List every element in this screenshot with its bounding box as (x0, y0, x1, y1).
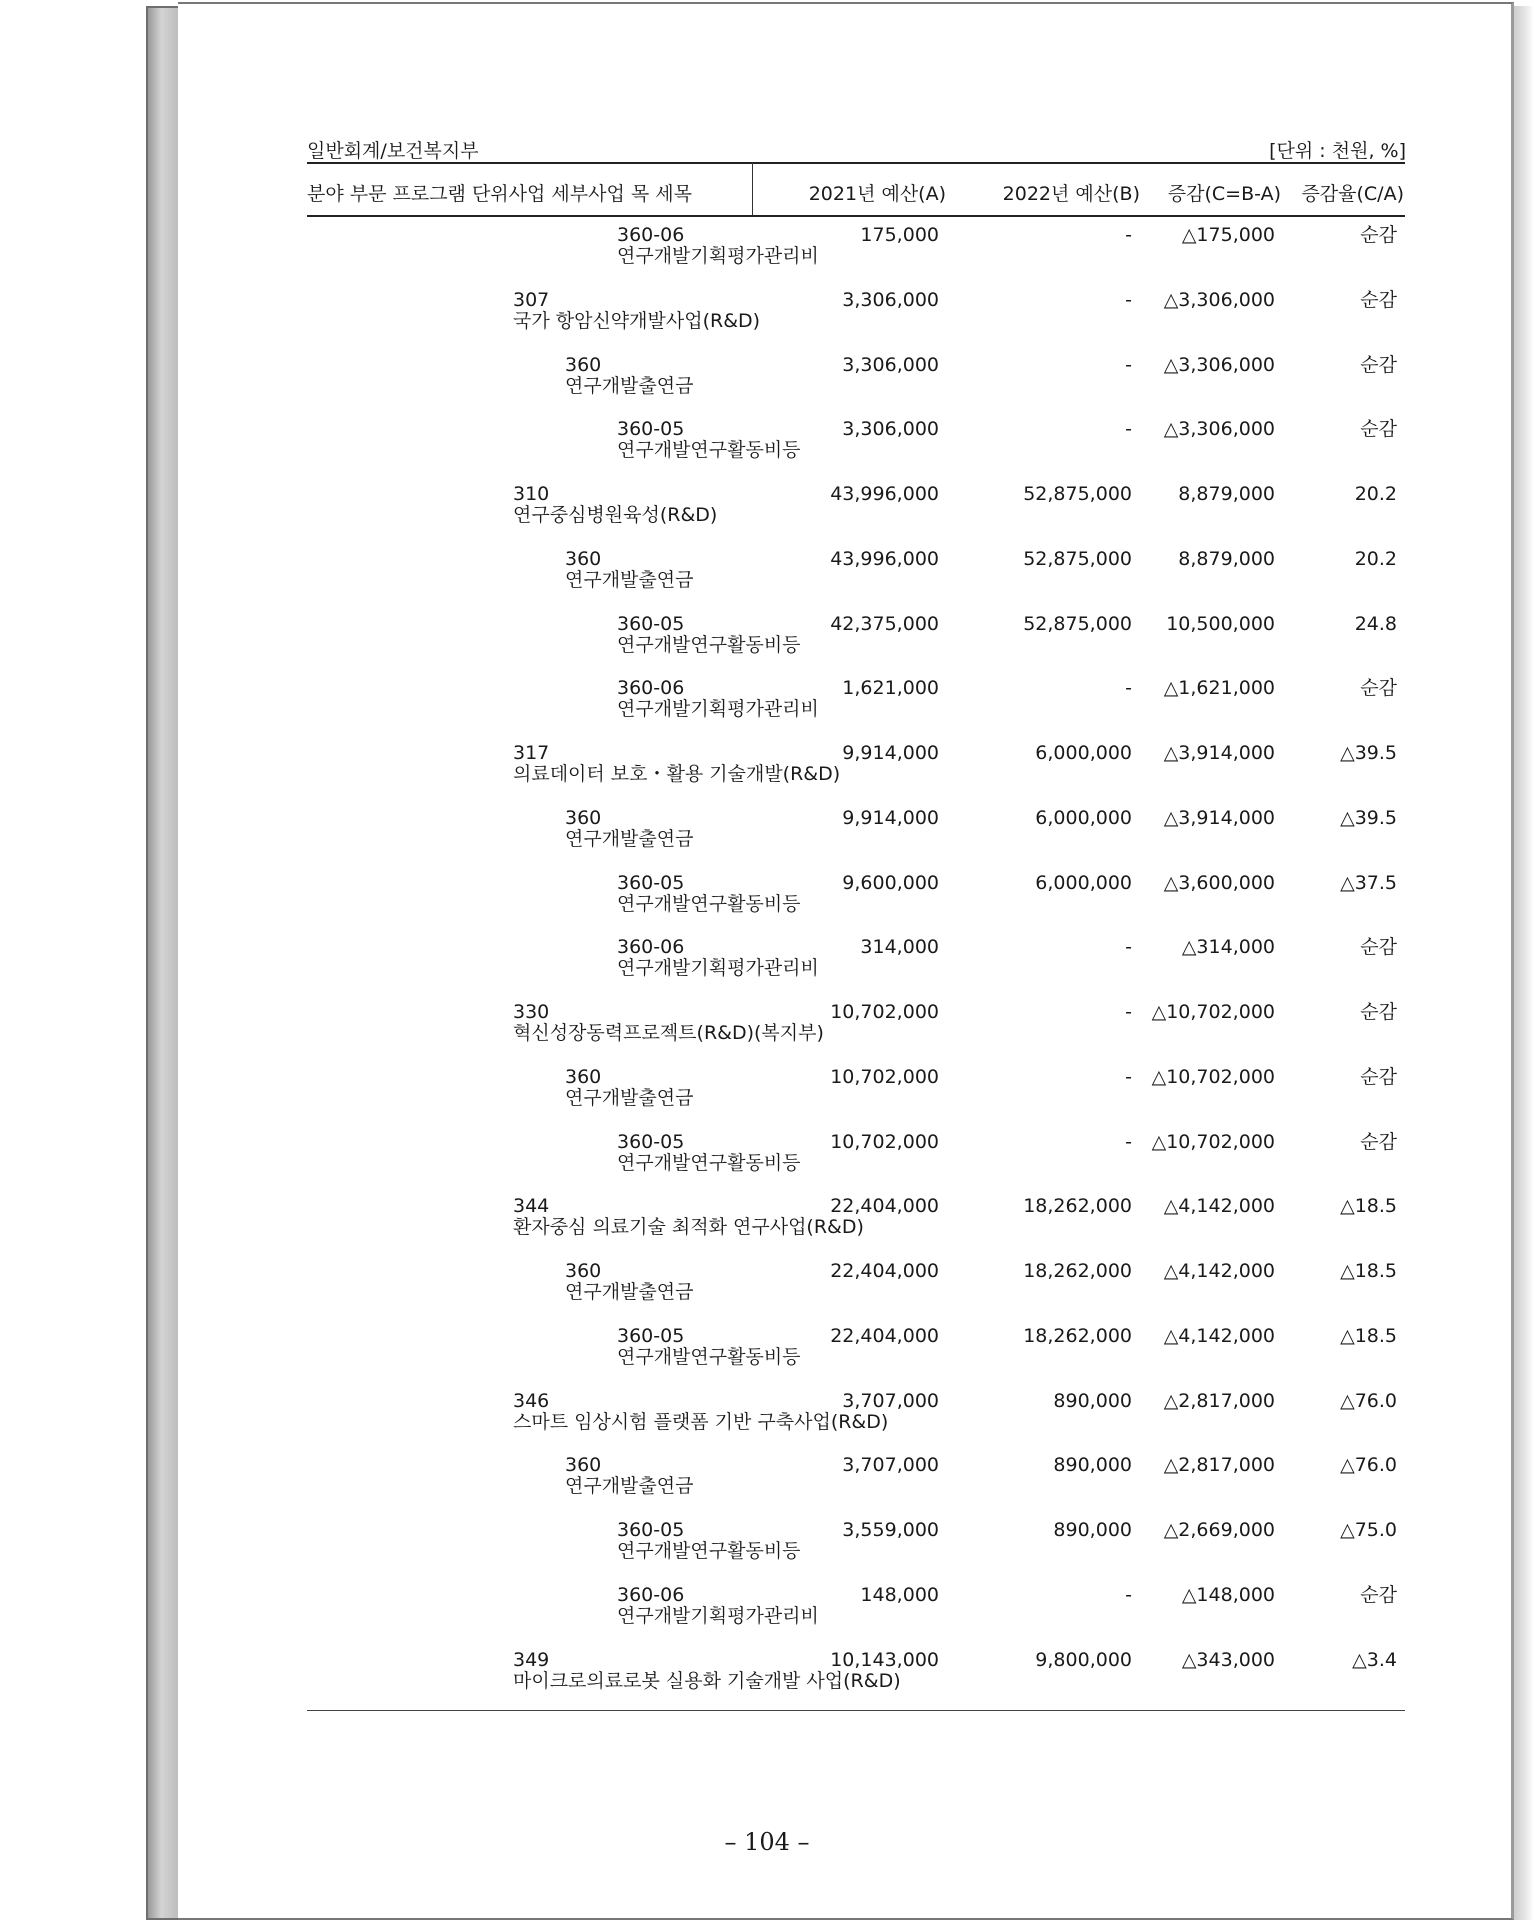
change-value: △3,600,000 (1163, 871, 1275, 894)
table-row (0, 549, 1534, 614)
item-code: 360-05 (617, 1130, 685, 1153)
budget-2022: - (1125, 936, 1132, 959)
item-label: 국가 항암신약개발사업(R&D) (513, 309, 761, 332)
budget-table-body (0, 225, 1534, 1714)
column-header-change: 증감(C=B-A) (1167, 183, 1281, 205)
item-label: 연구개발연구활동비등 (617, 892, 801, 915)
change-rate: △18.5 (1340, 1324, 1397, 1347)
budget-2021: 3,707,000 (842, 1454, 939, 1477)
budget-2022: - (1125, 224, 1132, 246)
change-rate: 순감 (1360, 1065, 1397, 1088)
budget-2021: 3,306,000 (842, 418, 939, 441)
change-value: 10,500,000 (1166, 612, 1275, 635)
table-row (0, 290, 1534, 355)
column-header-2022: 2022년 예산(B) (1002, 183, 1140, 205)
change-value: △1,621,000 (1163, 677, 1275, 700)
budget-2022: 890,000 (1053, 1389, 1132, 1412)
item-label: 연구개발출연금 (565, 568, 694, 591)
budget-2022: - (1125, 677, 1132, 700)
change-rate: 순감 (1360, 288, 1397, 311)
change-rate: 20.2 (1354, 547, 1397, 570)
table-row (0, 743, 1534, 808)
table-row (0, 419, 1534, 484)
change-rate: △39.5 (1340, 806, 1397, 829)
item-label: 연구개발연구활동비등 (617, 439, 801, 462)
table-bottom-rule (307, 1710, 1405, 1711)
item-code: 307 (513, 288, 550, 311)
item-label: 연구개발기획평가관리비 (617, 245, 819, 267)
change-rate: △75.0 (1340, 1519, 1397, 1541)
item-code: 349 (513, 1648, 550, 1671)
page-number: – 104 – (724, 1828, 810, 1856)
change-rate: 순감 (1360, 418, 1397, 441)
change-rate: 순감 (1360, 1001, 1397, 1023)
change-value: △4,142,000 (1163, 1324, 1275, 1347)
item-label: 연구개발출연금 (565, 1475, 694, 1498)
item-code: 317 (513, 742, 550, 764)
change-value: △343,000 (1181, 1648, 1275, 1671)
column-header-category: 분야 부문 프로그램 단위사업 세부사업 목 세목 (307, 183, 692, 205)
budget-2021: 10,702,000 (830, 1001, 939, 1023)
item-label: 마이크로의료로봇 실용화 기술개발 사업(R&D) (513, 1669, 901, 1692)
table-row (0, 678, 1534, 743)
table-row (0, 355, 1534, 420)
budget-2021: 3,559,000 (842, 1519, 939, 1541)
change-rate: 20.2 (1354, 483, 1397, 505)
table-top-rule (307, 162, 1405, 164)
account-title: 일반회계/보건복지부 (307, 140, 479, 162)
budget-2021: 3,306,000 (842, 353, 939, 376)
budget-2021: 3,306,000 (842, 288, 939, 311)
budget-2021: 43,996,000 (830, 483, 939, 505)
change-value: △3,306,000 (1163, 288, 1275, 311)
budget-2022: 18,262,000 (1023, 1324, 1132, 1347)
table-header-rule (307, 215, 1405, 217)
budget-2021: 10,143,000 (830, 1648, 939, 1671)
table-row (0, 1132, 1534, 1197)
change-rate: 순감 (1360, 936, 1397, 959)
budget-2022: 890,000 (1053, 1519, 1132, 1541)
change-value: △2,817,000 (1163, 1454, 1275, 1477)
budget-2022: - (1125, 288, 1132, 311)
budget-2022: - (1125, 1583, 1132, 1606)
change-value: △148,000 (1181, 1583, 1275, 1606)
table-row (0, 1326, 1534, 1391)
item-code: 360 (565, 1065, 602, 1088)
table-row (0, 1002, 1534, 1067)
item-label: 연구중심병원육성(R&D) (513, 504, 718, 526)
item-code: 360 (565, 353, 602, 376)
item-code: 346 (513, 1389, 550, 1412)
item-label: 연구개발연구활동비등 (617, 1540, 801, 1562)
budget-2021: 22,404,000 (830, 1260, 939, 1282)
column-header-rate: 증감율(C/A) (1301, 183, 1404, 205)
budget-2021: 10,702,000 (830, 1130, 939, 1153)
budget-2021: 1,621,000 (842, 677, 939, 700)
budget-2021: 9,914,000 (842, 742, 939, 764)
table-row (0, 1455, 1534, 1520)
change-value: △10,702,000 (1151, 1065, 1275, 1088)
item-label: 스마트 임상시험 플랫폼 기반 구축사업(R&D) (513, 1410, 889, 1433)
budget-2022: 52,875,000 (1023, 612, 1132, 635)
budget-2021: 9,600,000 (842, 871, 939, 894)
change-rate: 순감 (1360, 677, 1397, 700)
change-value: △2,817,000 (1163, 1389, 1275, 1412)
item-code: 360 (565, 547, 602, 570)
change-value: △3,914,000 (1163, 806, 1275, 829)
change-rate: 순감 (1360, 1130, 1397, 1153)
budget-2021: 314,000 (860, 936, 939, 959)
budget-2021: 175,000 (860, 224, 939, 246)
table-row (0, 873, 1534, 938)
item-label: 연구개발기획평가관리비 (617, 698, 819, 721)
budget-2022: - (1125, 353, 1132, 376)
item-label: 의료데이터 보호・활용 기술개발(R&D) (513, 763, 841, 785)
budget-2021: 22,404,000 (830, 1324, 939, 1347)
item-label: 연구개발기획평가관리비 (617, 957, 819, 980)
item-code: 360-06 (617, 1583, 685, 1606)
item-code: 360-06 (617, 677, 685, 700)
budget-2021: 9,914,000 (842, 806, 939, 829)
item-code: 360-05 (617, 612, 685, 635)
item-label: 환자중심 의료기술 최적화 연구사업(R&D) (513, 1216, 864, 1239)
budget-2022: - (1125, 418, 1132, 441)
change-rate: △3.4 (1352, 1648, 1397, 1671)
budget-2021: 10,702,000 (830, 1065, 939, 1088)
item-label: 연구개발연구활동비등 (617, 633, 801, 656)
item-label: 연구개발연구활동비등 (617, 1151, 801, 1174)
item-label: 연구개발출연금 (565, 827, 694, 850)
budget-2022: - (1125, 1065, 1132, 1088)
item-label: 연구개발출연금 (565, 374, 694, 397)
table-row (0, 1391, 1534, 1456)
budget-2021: 43,996,000 (830, 547, 939, 570)
budget-2022: 9,800,000 (1035, 1648, 1132, 1671)
change-rate: 24.8 (1354, 612, 1397, 635)
change-rate: △18.5 (1340, 1260, 1397, 1282)
item-code: 360 (565, 1260, 602, 1282)
header-divider (752, 162, 753, 215)
budget-2021: 42,375,000 (830, 612, 939, 635)
item-code: 360 (565, 806, 602, 829)
item-label: 연구개발연구활동비등 (617, 1345, 801, 1368)
item-code: 310 (513, 483, 550, 505)
change-rate: 순감 (1360, 1583, 1397, 1606)
table-row (0, 614, 1534, 679)
item-code: 360-06 (617, 224, 685, 246)
budget-2021: 148,000 (860, 1583, 939, 1606)
change-value: △2,669,000 (1163, 1519, 1275, 1541)
table-row (0, 1520, 1534, 1585)
item-label: 연구개발출연금 (565, 1281, 694, 1303)
budget-2022: - (1125, 1130, 1132, 1153)
item-label: 연구개발출연금 (565, 1086, 694, 1109)
table-row (0, 484, 1534, 549)
change-value: △3,914,000 (1163, 742, 1275, 764)
budget-2022: 52,875,000 (1023, 547, 1132, 570)
unit-label: [단위 : 천원, %] (1269, 140, 1406, 162)
table-row (0, 1196, 1534, 1261)
change-rate: △37.5 (1340, 871, 1397, 894)
change-value: △4,142,000 (1163, 1260, 1275, 1282)
item-code: 360-05 (617, 418, 685, 441)
item-code: 360-05 (617, 1519, 685, 1541)
table-row (0, 1650, 1534, 1715)
table-row (0, 808, 1534, 873)
change-value: 8,879,000 (1178, 547, 1275, 570)
item-code: 344 (513, 1195, 550, 1218)
budget-2022: 6,000,000 (1035, 871, 1132, 894)
table-row (0, 1261, 1534, 1326)
change-value: 8,879,000 (1178, 483, 1275, 505)
budget-2022: 6,000,000 (1035, 742, 1132, 764)
budget-2022: 52,875,000 (1023, 483, 1132, 505)
item-label: 연구개발기획평가관리비 (617, 1604, 819, 1627)
change-rate: △76.0 (1340, 1389, 1397, 1412)
budget-2022: 18,262,000 (1023, 1260, 1132, 1282)
change-value: △175,000 (1181, 224, 1275, 246)
change-rate: 순감 (1360, 353, 1397, 376)
change-rate: 순감 (1360, 224, 1397, 246)
table-row (0, 1067, 1534, 1132)
budget-2022: 18,262,000 (1023, 1195, 1132, 1218)
table-row (0, 225, 1534, 290)
change-value: △3,306,000 (1163, 418, 1275, 441)
change-value: △4,142,000 (1163, 1195, 1275, 1218)
item-label: 혁신성장동력프로젝트(R&D)(복지부) (513, 1022, 824, 1044)
budget-2022: 6,000,000 (1035, 806, 1132, 829)
change-rate: △76.0 (1340, 1454, 1397, 1477)
budget-2021: 3,707,000 (842, 1389, 939, 1412)
change-value: △10,702,000 (1151, 1001, 1275, 1023)
table-row (0, 1585, 1534, 1650)
change-value: △10,702,000 (1151, 1130, 1275, 1153)
budget-2022: - (1125, 1001, 1132, 1023)
item-code: 360-05 (617, 871, 685, 894)
item-code: 360-06 (617, 936, 685, 959)
budget-2022: 890,000 (1053, 1454, 1132, 1477)
change-rate: △18.5 (1340, 1195, 1397, 1218)
change-value: △314,000 (1181, 936, 1275, 959)
change-value: △3,306,000 (1163, 353, 1275, 376)
column-header-2021: 2021년 예산(A) (808, 183, 946, 205)
item-code: 360-05 (617, 1324, 685, 1347)
change-rate: △39.5 (1340, 742, 1397, 764)
table-row (0, 937, 1534, 1002)
item-code: 360 (565, 1454, 602, 1477)
budget-2021: 22,404,000 (830, 1195, 939, 1218)
item-code: 330 (513, 1001, 550, 1023)
